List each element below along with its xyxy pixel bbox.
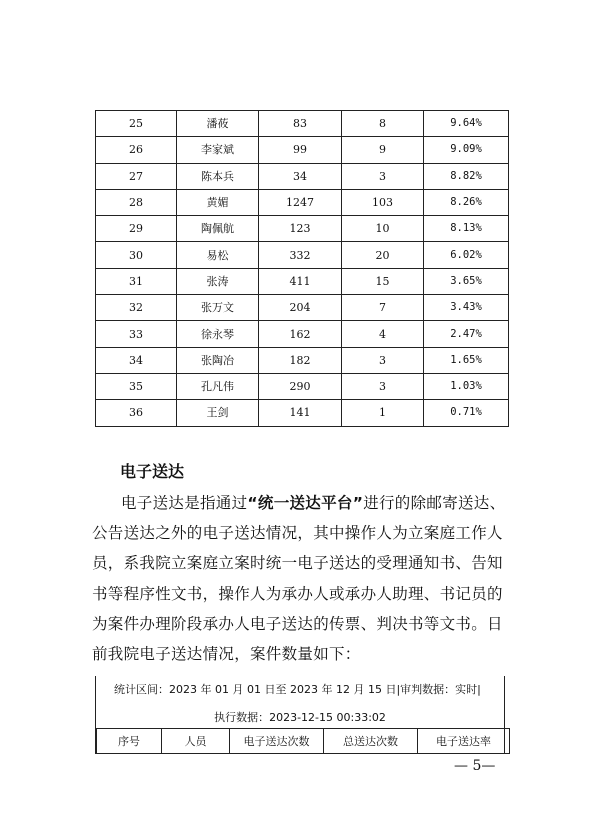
e-service-count-cell: 290: [259, 373, 342, 399]
header-cell-total-count: 总送达次数: [324, 729, 418, 754]
total-service-count-cell: 3: [342, 347, 424, 373]
total-service-count-cell: 3: [342, 373, 424, 399]
row-index-cell: 26: [96, 137, 177, 163]
person-name-cell: 潘莜: [177, 111, 259, 137]
e-service-rate-cell: 0.71%: [424, 400, 509, 426]
row-index-cell: 31: [96, 268, 177, 294]
person-name-cell: 李家斌: [177, 137, 259, 163]
total-service-count-cell: 10: [342, 216, 424, 242]
e-service-rate-cell: 1.03%: [424, 373, 509, 399]
e-service-count-cell: 1247: [259, 189, 342, 215]
row-index-cell: 29: [96, 216, 177, 242]
total-service-count-cell: 4: [342, 321, 424, 347]
e-service-table-header: [96, 728, 510, 754]
row-index-cell: 34: [96, 347, 177, 373]
person-name-cell: 徐永琴: [177, 321, 259, 347]
e-service-rate-cell: 9.64%: [424, 111, 509, 137]
row-index-cell: 28: [96, 189, 177, 215]
e-service-count-cell: 83: [259, 111, 342, 137]
total-service-count-cell: 8: [342, 111, 424, 137]
execution-data-line: 执行数据：2023-12-15 00:33:02: [214, 711, 386, 724]
row-index-cell: 33: [96, 321, 177, 347]
e-service-count-cell: 99: [259, 137, 342, 163]
e-service-rate-cell: 8.26%: [424, 189, 509, 215]
section-heading: 电子送达: [120, 462, 185, 481]
header-cell-person: 人员: [162, 729, 230, 754]
table-row: [96, 295, 509, 321]
row-index-cell: 36: [96, 400, 177, 426]
total-service-count-cell: 15: [342, 268, 424, 294]
e-service-count-cell: 182: [259, 347, 342, 373]
header-cell-e-count: 电子送达次数: [230, 729, 324, 754]
row-index-cell: 27: [96, 163, 177, 189]
e-service-table: [95, 676, 505, 754]
person-name-cell: 易松: [177, 242, 259, 268]
table-row: [96, 216, 509, 242]
page-number: — 5—: [454, 758, 496, 774]
section-paragraph: [92, 488, 512, 669]
stats-table: [95, 110, 509, 427]
person-name-cell: 张万文: [177, 295, 259, 321]
e-service-rate-cell: 6.02%: [424, 242, 509, 268]
person-name-cell: 黄媚: [177, 189, 259, 215]
e-service-count-cell: 332: [259, 242, 342, 268]
total-service-count-cell: 103: [342, 189, 424, 215]
table-row: [96, 321, 509, 347]
table-row: [96, 347, 509, 373]
e-service-rate-cell: 8.82%: [424, 163, 509, 189]
row-index-cell: 25: [96, 111, 177, 137]
e-service-rate-cell: 9.09%: [424, 137, 509, 163]
table-row: [96, 137, 509, 163]
table-row: [96, 373, 509, 399]
e-service-count-cell: 162: [259, 321, 342, 347]
table-row: [96, 163, 509, 189]
table-row: [96, 400, 509, 426]
header-cell-index: 序号: [97, 729, 162, 754]
e-service-rate-cell: 2.47%: [424, 321, 509, 347]
e-service-count-cell: 411: [259, 268, 342, 294]
e-service-count-cell: 123: [259, 216, 342, 242]
total-service-count-cell: 1: [342, 400, 424, 426]
person-name-cell: 张涛: [177, 268, 259, 294]
table-row: [96, 242, 509, 268]
e-service-rate-cell: 1.65%: [424, 347, 509, 373]
paragraph-rest: 进行的除邮寄送达、公告送达之外的电子送达情况，其中操作人为立案庭工作人员，系我院立案庭立案时统一电子送达的受理通知书、告知书等程序性文书，操作人为承办人或承办人助理、书记员的为案件办理阶段承办人电子送达的传票、判决书等文书。日前我院电子送达情况，案件数量如下：: [92, 494, 506, 664]
total-service-count-cell: 20: [342, 242, 424, 268]
stats-table-body: [96, 111, 509, 427]
table-row: [96, 268, 509, 294]
table-row: [96, 189, 509, 215]
row-index-cell: 30: [96, 242, 177, 268]
total-service-count-cell: 3: [342, 163, 424, 189]
total-service-count-cell: 7: [342, 295, 424, 321]
platform-name: “统一送达平台”: [247, 494, 364, 512]
row-index-cell: 32: [96, 295, 177, 321]
row-index-cell: 35: [96, 373, 177, 399]
e-service-rate-cell: 3.43%: [424, 295, 509, 321]
e-service-count-cell: 204: [259, 295, 342, 321]
person-name-cell: 王剑: [177, 400, 259, 426]
header-cell-e-rate: 电子送达率: [418, 729, 510, 754]
person-name-cell: 张陶冶: [177, 347, 259, 373]
e-service-rate-cell: 8.13%: [424, 216, 509, 242]
statistics-period-line: 统计区间：2023 年 01 月 01 日至 2023 年 12 月 15 日|审判数据：实时|: [114, 683, 481, 696]
total-service-count-cell: 9: [342, 137, 424, 163]
person-name-cell: 陶佩航: [177, 216, 259, 242]
e-service-rate-cell: 3.65%: [424, 268, 509, 294]
table-row: [96, 111, 509, 137]
e-service-count-cell: 34: [259, 163, 342, 189]
person-name-cell: 陈本兵: [177, 163, 259, 189]
paragraph-start: 电子送达是指通过: [121, 494, 248, 512]
e-service-count-cell: 141: [259, 400, 342, 426]
table-header-row: [97, 729, 510, 754]
person-name-cell: 孔凡伟: [177, 373, 259, 399]
